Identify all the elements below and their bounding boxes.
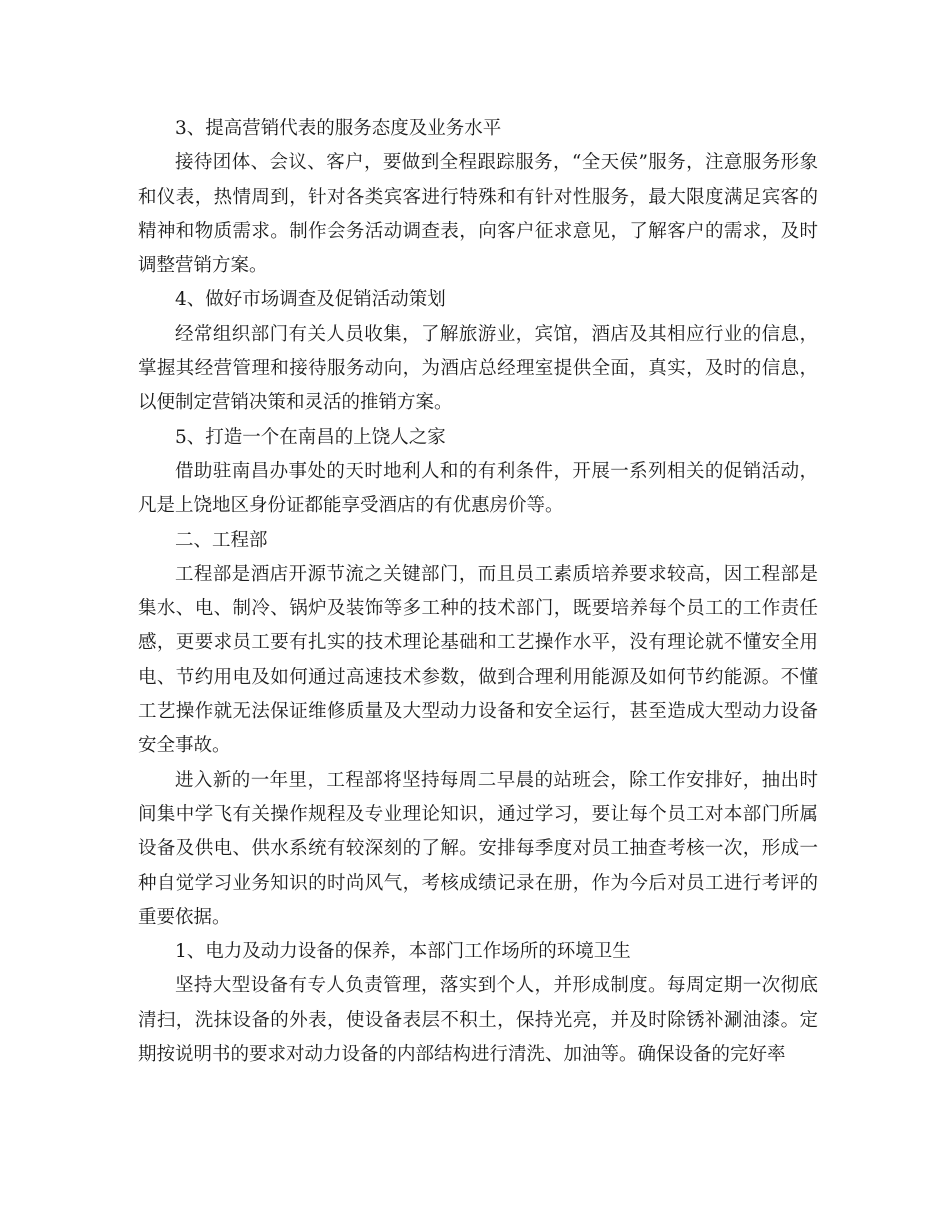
section-heading-engineering: 二、工程部 <box>175 529 268 551</box>
section-heading-market-research: 4、做好市场调查及促销活动策划 <box>175 289 446 311</box>
paragraph-engineering-training: 进入新的一年里，工程部将坚持每周二早晨的站班会，除工作安排好，抽出时间集中学飞有关操作规程及专业理论知识，通过学习，要让每个员工对本部门所属设备及供电、供水系统有较深刻的了解。安排每季度对员工抽查考核一次，形成一种自觉学习业务知识的时尚风气，考核成绩记录在册，作为今后对员工进行考评的重要依据。 <box>138 769 818 928</box>
paragraph-engineering-overview: 工程部是酒店开源节流之关键部门，而且员工素质培养要求较高，因工程部是集水、电、制冷、锅炉及装饰等多工种的技术部门，既要培养每个员工的工作责任感，更要求员工要有扎实的技术理论基础和工艺操作水平，没有理论就不懂安全用电、节约用电及如何通过高速技术参数，做到合理利用能源及如何节约能源。不懂工艺操作就无法保证维修质量及大型动力设备和安全运行，甚至造成大型动力设备安全事故。 <box>138 563 818 757</box>
section-heading-shangrao-home: 5、打造一个在南昌的上饶人之家 <box>175 426 446 448</box>
section-heading-equipment-maintenance: 1、电力及动力设备的保养，本部门工作场所的环境卫生 <box>175 941 631 963</box>
document-page <box>138 112 818 1072</box>
paragraph-shangrao-promotion: 借助驻南昌办事处的天时地利人和的有利条件，开展一系列相关的促销活动，凡是上饶地区身份证都能享受酒店的有优惠房价等。 <box>138 460 818 517</box>
section-heading-marketing-service: 3、提高营销代表的服务态度及业务水平 <box>175 118 502 139</box>
paragraph-equipment-maintenance: 坚持大型设备有专人负责管理，落实到个人，并形成制度。每周定期一次彻底清扫，洗抹设备的外表，使设备表层不积土，保持光亮，并及时除锈补涮油漆。定期按说明书的要求对动力设备的内部结构进行清洗、加油等。确保设备的完好率 <box>138 975 818 1066</box>
paragraph-market-research: 经常组织部门有关人员收集，了解旅游业，宾馆，酒店及其相应行业的信息，掌握其经营管理和接待服务动向，为酒店总经理室提供全面，真实，及时的信息，以便制定营销决策和灵活的推销方案。 <box>138 323 818 414</box>
paragraph-reception-service: 接待团体、会议、客户，要做到全程跟踪服务，“全天侯”服务，注意服务形象和仪表，热情周到，针对各类宾客进行特殊和有针对性服务，最大限度满足宾客的精神和物质需求。制作会务活动调查表，向客户征求意见，了解客户的需求，及时调整营销方案。 <box>138 152 818 277</box>
